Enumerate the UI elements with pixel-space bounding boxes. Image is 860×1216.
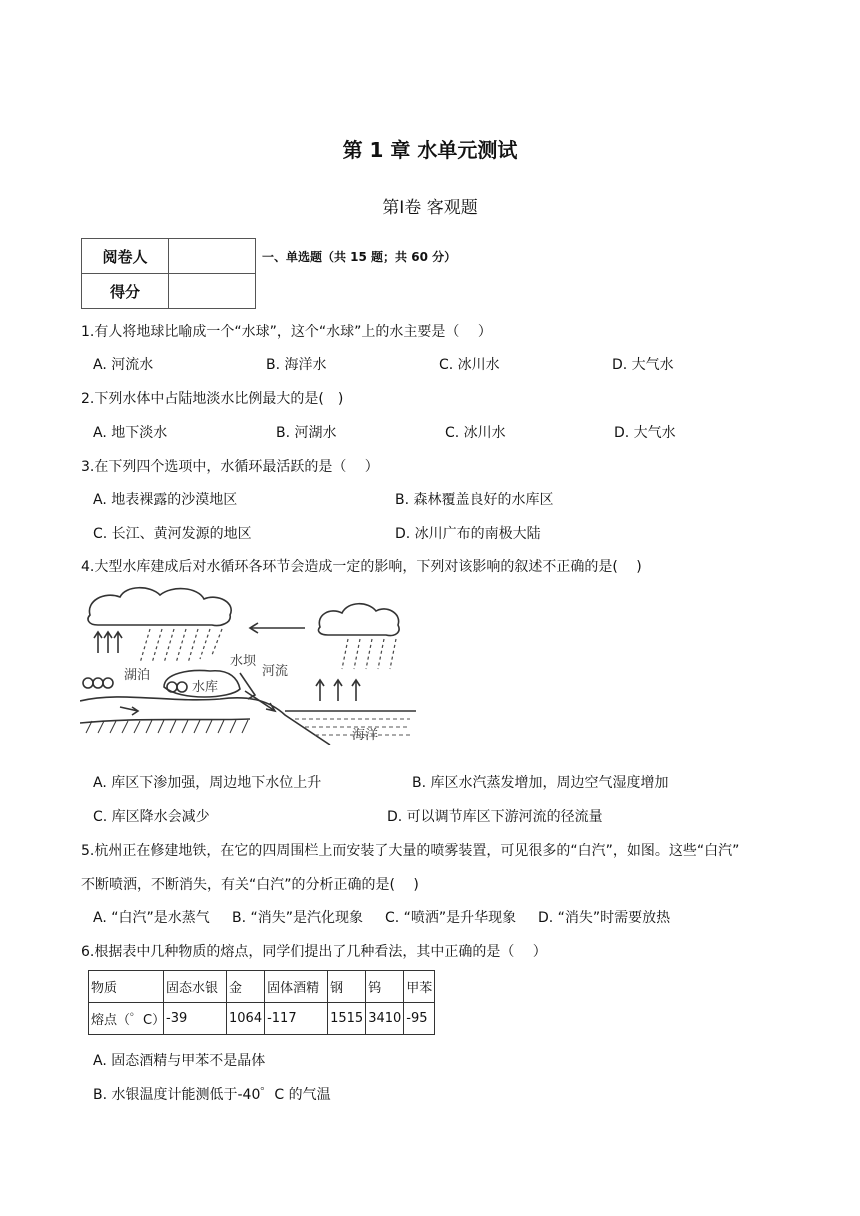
table-header-cell: 甲苯	[404, 971, 435, 1003]
table-cell: 1064	[227, 1003, 265, 1035]
table-cell: 1515	[328, 1003, 366, 1035]
lake-label: 湖泊	[124, 667, 151, 682]
question-2-option-b: B. 河湖水	[276, 425, 337, 441]
question-1-option-b: B. 海洋水	[266, 357, 327, 373]
table-header-cell: 固态水银	[164, 971, 227, 1003]
question-1-option-d: D. 大气水	[612, 357, 674, 373]
question-5-option-c: C. “喷洒”是升华现象	[385, 910, 517, 926]
table-row	[89, 1003, 435, 1035]
score-cell	[169, 274, 256, 309]
question-2-option-a: A. 地下淡水	[93, 425, 168, 441]
section-heading: 一、单选题（共 15 题；共 60 分）	[262, 250, 457, 264]
reservoir-label: 水库	[192, 679, 219, 694]
melting-point-table	[88, 970, 435, 1035]
score-label: 得分	[82, 274, 169, 309]
table-cell: -39	[164, 1003, 227, 1035]
table-header-cell: 物质	[89, 971, 164, 1003]
question-3-option-a: A. 地表裸露的沙漠地区	[93, 492, 238, 508]
question-3-text: 3.在下列四个选项中，水循环最活跃的是（ ）	[81, 459, 379, 475]
question-4-option-d: D. 可以调节库区下游河流的径流量	[387, 809, 603, 825]
question-5-option-d: D. “消失”时需要放热	[538, 910, 671, 926]
question-3-option-d: D. 冰川广布的南极大陆	[395, 526, 541, 542]
page-title: 第 1 章 水单元测试	[342, 138, 518, 162]
question-6-option-b: B. 水银温度计能测低于-40゜C 的气温	[93, 1087, 331, 1103]
table-header-cell: 钢	[328, 971, 366, 1003]
reviewer-cell	[169, 239, 256, 274]
question-2-option-c: C. 冰川水	[445, 425, 506, 441]
grader-table	[81, 238, 256, 309]
question-4-option-a: A. 库区下渗加强，周边地下水位上升	[93, 775, 322, 791]
question-4-text: 4.大型水库建成后对水循环各环节会造成一定的影响，下列对该影响的叙述不正确的是( )	[81, 559, 642, 575]
question-6-text: 6.根据表中几种物质的熔点，同学们提出了几种看法，其中正确的是（ ）	[81, 944, 547, 960]
question-2-text: 2.下列水体中占陆地淡水比例最大的是( )	[81, 391, 344, 407]
question-4-option-c: C. 库区降水会减少	[93, 809, 210, 825]
ocean-label: 海洋	[352, 727, 379, 742]
question-4-option-b: B. 库区水汽蒸发增加，周边空气湿度增加	[412, 775, 669, 791]
question-5-option-a: A. “白汽”是水蒸气	[93, 910, 210, 926]
question-1-option-c: C. 冰川水	[439, 357, 500, 373]
table-row	[89, 971, 435, 1003]
question-5-option-b: B. “消失”是汽化现象	[232, 910, 364, 926]
question-5-text-line1: 5.杭州正在修建地铁，在它的四周围栏上而安装了大量的喷雾装置，可见很多的“白汽”，如图。这些“白汽”	[81, 843, 740, 859]
table-header-cell: 固体酒精	[265, 971, 328, 1003]
table-header-cell: 金	[227, 971, 265, 1003]
page-subtitle: 第Ⅰ卷 客观题	[382, 198, 478, 218]
table-cell: -117	[265, 1003, 328, 1035]
reviewer-label: 阅卷人	[82, 239, 169, 274]
question-5-text-line2: 不断喷洒，不断消失，有关“白汽”的分析正确的是( )	[81, 877, 419, 893]
table-cell: -95	[404, 1003, 435, 1035]
table-cell: 熔点（゜C）	[89, 1003, 164, 1035]
question-6-option-a: A. 固态酒精与甲苯不是晶体	[93, 1053, 266, 1069]
table-cell: 3410	[366, 1003, 404, 1035]
question-3-option-b: B. 森林覆盖良好的水库区	[395, 492, 554, 508]
question-1-option-a: A. 河流水	[93, 357, 154, 373]
question-2-option-d: D. 大气水	[614, 425, 676, 441]
question-3-option-c: C. 长江、黄河发源的地区	[93, 526, 252, 542]
dam-label: 水坝	[230, 653, 257, 668]
question-1-text: 1.有人将地球比喻成一个“水球”，这个“水球”上的水主要是（ ）	[81, 324, 492, 340]
river-label: 河流	[262, 663, 289, 678]
water-cycle-diagram	[80, 583, 416, 745]
table-header-cell: 钨	[366, 971, 404, 1003]
